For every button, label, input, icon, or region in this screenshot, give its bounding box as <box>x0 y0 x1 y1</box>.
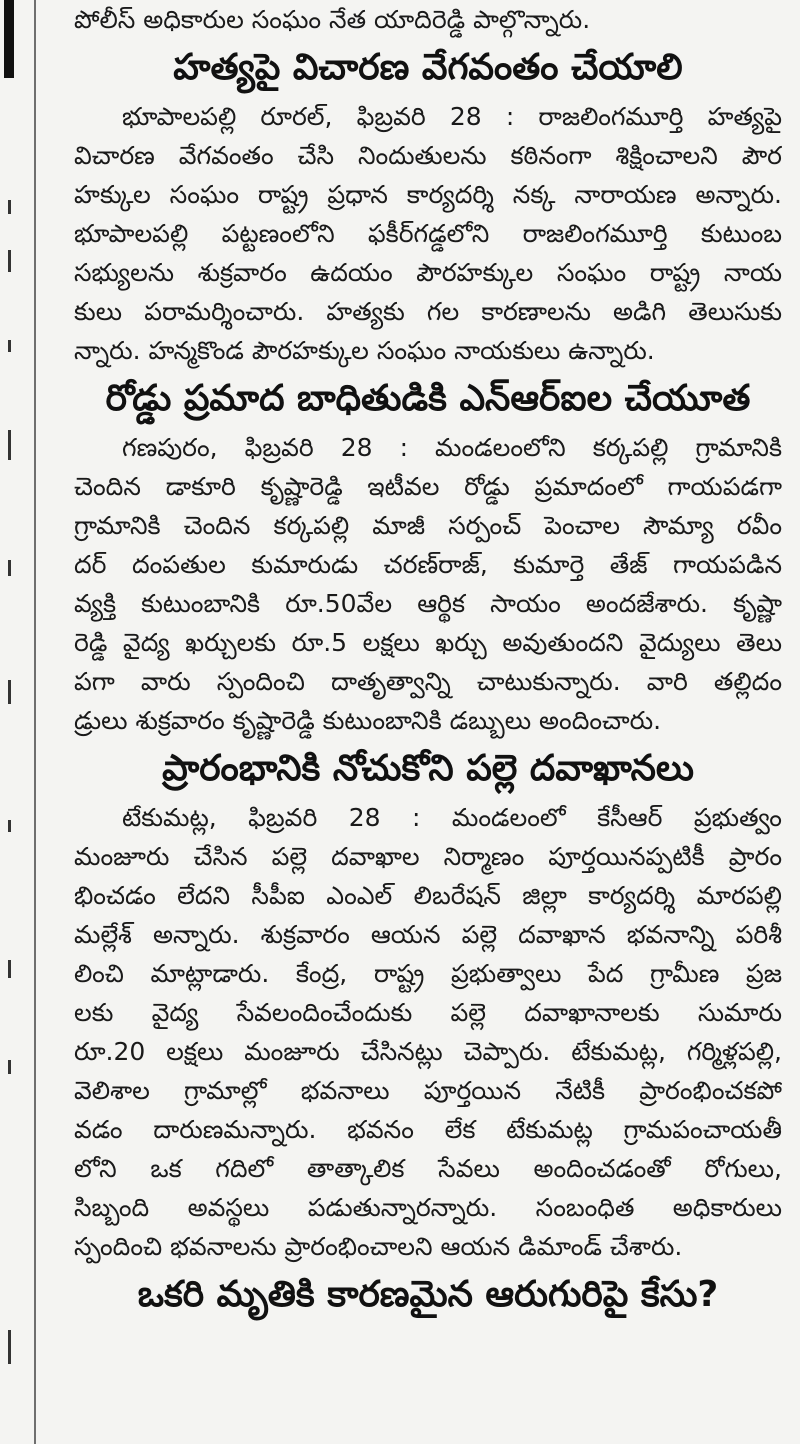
body-line: న్నారు. హన్మకొండ పౌరహక్కుల సంఘం నాయకులు ఉన్నారు. <box>74 336 655 365</box>
gutter-mark <box>8 1330 11 1364</box>
body-line: రూ.20 లక్షలు మంజూరు చేసినట్లు చెప్పారు. టేకుమట్ల, గర్మిళ్లపల్లి, <box>74 1037 782 1066</box>
headline-nri-help: రోడ్డు ప్రమాద బాధితుడికి ఎన్ఆర్ఐల చేయూత <box>105 378 751 419</box>
left-gutter <box>0 0 38 1444</box>
body-line: దర్ దంపతుల కుమారుడు చరణ్‌రాజ్, కుమార్తె తేజ్ గాయపడిన <box>74 550 782 579</box>
body-line: గణపురం, ఫిబ్రవరి 28 : మండలంలోని కర్కపల్లి గ్రామానికి <box>122 433 782 462</box>
body-line: మల్లేశ్ అన్నారు. శుక్రవారం ఆయన పల్లె దవాఖాన భవనాన్ని పరిశీ <box>74 920 782 949</box>
article-nri-help <box>74 370 782 740</box>
headline-murder-probe: హత్యపై విచారణ వేగవంతం చేయాలి <box>173 47 683 88</box>
article-murder-probe <box>74 39 782 370</box>
gutter-mark <box>8 1060 11 1074</box>
body-line: వ్యక్తి కుటుంబానికి రూ.50వేల ఆర్థిక సాయం అందజేశారు. కృష్ణా <box>74 589 782 618</box>
intro-line: పోలీస్ అధికారుల సంఘం నేత యాదిరెడ్డి పాల్గొన్నారు. <box>74 5 591 34</box>
body-line: లకు వైద్య సేవలందించేందుకు పల్లె దవాఖానాలకు సుమారు <box>74 998 782 1027</box>
body-line: విచారణ వేగవంతం చేసి నిందుతులను కఠినంగా శిక్షించాలని పౌర <box>74 141 782 170</box>
article-case-filed <box>74 1266 782 1324</box>
body-line: స్పందించి భవనాలను ప్రారంభించాలని ఆయన డిమాండ్ చేశారు. <box>74 1232 683 1261</box>
body-line: హక్కుల సంఘం రాష్ట్ర ప్రధాన కార్యదర్శి నక్క నారాయణ అన్నారు. <box>74 180 782 209</box>
body-line: సిబ్బంది అవస్థలు పడుతున్నారన్నారు. సంబంధిత అధికారులు <box>74 1193 782 1222</box>
body-line: సభ్యులను శుక్రవారం ఉదయం పౌరహక్కుల సంఘం రాష్ట్ర నాయ <box>74 258 782 287</box>
gutter-mark <box>8 820 11 832</box>
gutter-mark <box>8 430 11 460</box>
gutter-mark <box>8 250 11 272</box>
column-divider <box>34 0 36 1444</box>
gutter-mark <box>8 960 11 978</box>
body-line: పగా వారు స్పందించి దాతృత్వాన్ని చాటుకున్నారు. వారి తల్లిదం <box>74 667 782 696</box>
body-line: భూపాలపల్లి పట్టణంలోని ఫకీర్‌గడ్డలోని రాజలింగమూర్తి కుటుంబ <box>74 219 782 248</box>
gutter-mark <box>8 560 11 576</box>
body-line: వెలిశాల గ్రామాల్లో భవనాలు పూర్తయిన నేటికీ ప్రారంభించకపో <box>74 1076 782 1105</box>
body-line: చెందిన డాకూరి కృష్ణారెడ్డి ఇటీవల రోడ్డు ప్రమాదంలో గాయపడగా <box>74 472 782 501</box>
body-line: రెడ్డి వైద్య ఖర్చులకు రూ.5 లక్షలు ఖర్చు అవుతుందని వైద్యులు తెలు <box>74 628 782 657</box>
article-village-clinics <box>74 740 782 1266</box>
column-edge-bar <box>4 0 14 78</box>
body-line: కులు పరామర్శించారు. హత్యకు గల కారణాలను అడిగి తెలుసుకు <box>74 297 782 326</box>
body-line: గ్రామానికి చెందిన కర్కపల్లి మాజీ సర్పంచ్ పెంచాల సౌమ్యా రవీం <box>74 511 782 540</box>
headline-village-clinics: ప్రారంభానికి నోచుకోని పల్లె దవాఖానలు <box>162 748 694 789</box>
headline-case-filed: ఒకరి మృతికి కారణమైన ఆరుగురిపై కేసు? <box>137 1274 719 1315</box>
body-line: మంజూరు చేసిన పల్లె దవాఖాల నిర్మాణం పూర్తయినప్పటికీ ప్రారం <box>74 842 782 871</box>
body-line: లోని ఒక గదిలో తాత్కాలిక సేవలు అందించడంతో రోగులు, <box>74 1154 782 1183</box>
body-line: డ్రులు శుక్రవారం కృష్ణారెడ్డి కుటుంబానికి డబ్బులు అందించారు. <box>74 706 662 735</box>
body-line: భించడం లేదని సీపీఐ ఎంఎల్ లిబరేషన్ జిల్లా కార్యదర్శి మారపల్లి <box>74 881 782 910</box>
body-line: భూపాలపల్లి రూరల్, ఫిబ్రవరి 28 : రాజలింగమూర్తి హత్యపై <box>122 102 782 131</box>
gutter-mark <box>8 340 11 352</box>
body-line: వడం దారుణమన్నారు. భవనం లేక టేకుమట్ల గ్రామపంచాయతీ <box>74 1115 782 1144</box>
newspaper-column <box>74 0 782 1444</box>
body-line: టేకుమట్ల, ఫిబ్రవరి 28 : మండలంలో కేసీఆర్ ప్రభుత్వం <box>122 803 782 832</box>
gutter-mark <box>8 680 11 704</box>
gutter-mark <box>8 200 11 214</box>
body-line: లించి మాట్లాడారు. కేంద్ర, రాష్ట్ర ప్రభుత్వాలు పేద గ్రామీణ ప్రజ <box>74 959 782 988</box>
